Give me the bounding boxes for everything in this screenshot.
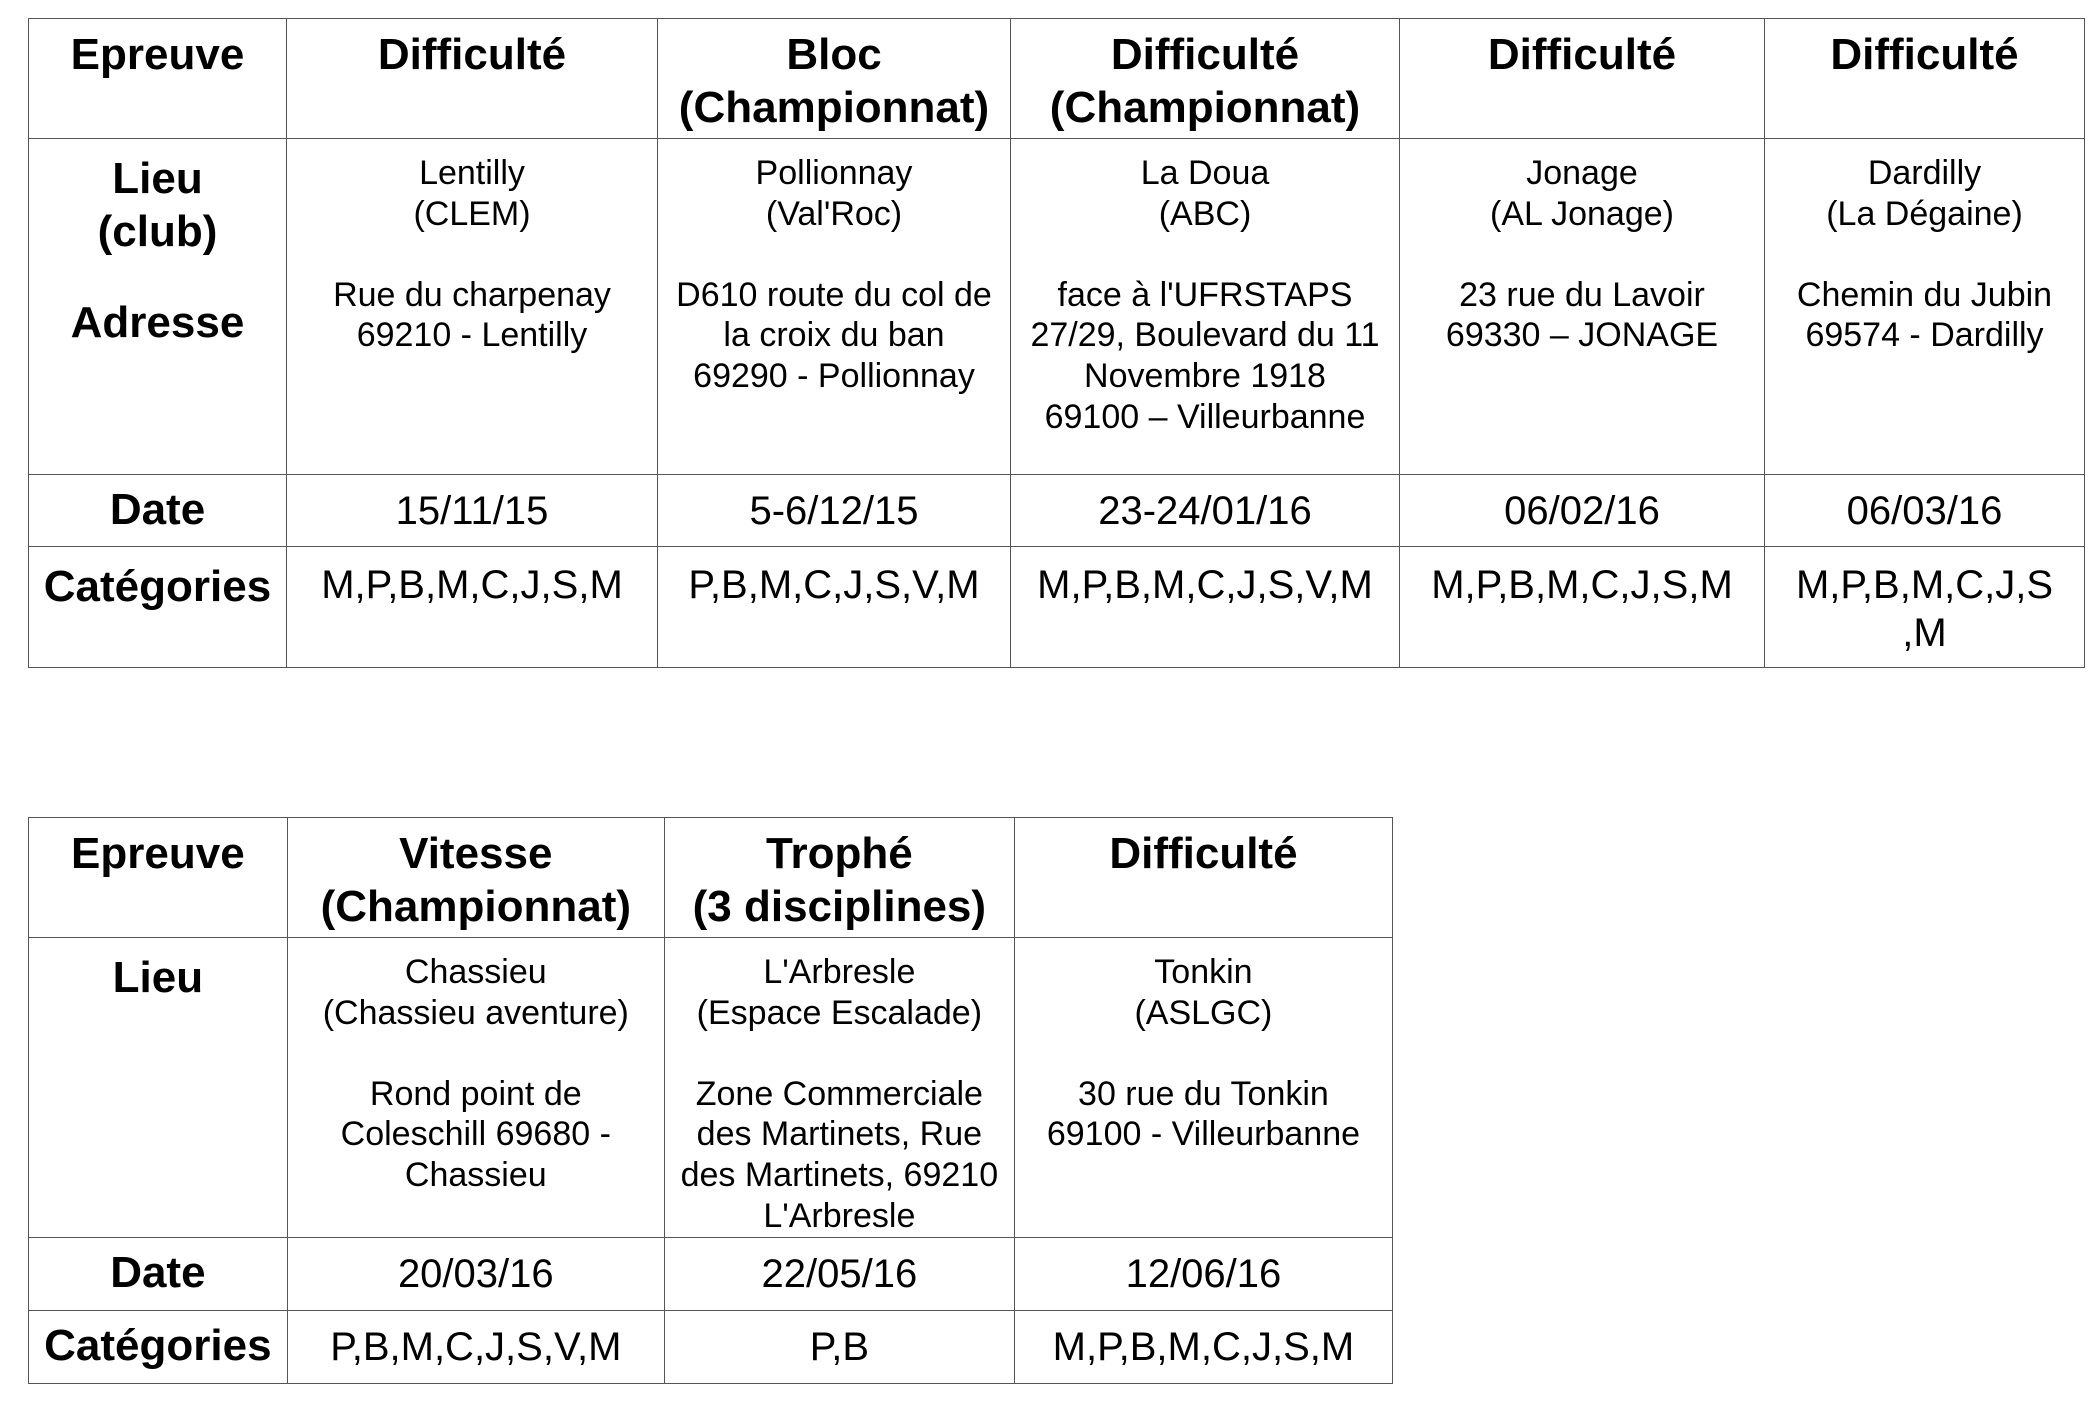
address [1765, 275, 2084, 357]
schedule-table-2 [28, 817, 1393, 1384]
categories-label: Catégories [29, 1310, 288, 1383]
address-line: la croix du ban [723, 316, 945, 355]
date-cell: 15/11/15 [287, 475, 658, 547]
lieu-cell [658, 139, 1011, 475]
epreuve-line: Vitesse [399, 829, 553, 878]
date-cell: 23-24/01/16 [1011, 475, 1400, 547]
epreuve-line: (Championnat) [678, 82, 990, 132]
lieu-cell [1011, 139, 1400, 475]
venue-name: L'Arbresle [763, 953, 916, 991]
address [288, 1074, 664, 1196]
club-name: (ASLGC) [1134, 993, 1273, 1032]
date-row [29, 1237, 1393, 1310]
address-line: Chemin du Jubin [1796, 275, 2053, 314]
address-line: des Martinets, 69210 [680, 1156, 999, 1195]
lieu-row [29, 938, 1393, 1238]
epreuve-label: Epreuve [29, 19, 287, 139]
adresse-label: Adresse [70, 297, 245, 347]
epreuve-line: Difficulté [1109, 829, 1298, 878]
club-name: (ABC) [1158, 194, 1252, 233]
categories-line: P,B,M,C,J,S,V,M [688, 563, 980, 607]
categories-cell [1011, 547, 1400, 668]
epreuve-line: (3 disciplines) [692, 881, 987, 931]
epreuve-row [29, 19, 2085, 139]
epreuve-cell [1765, 19, 2085, 139]
address-line: Rond point de [369, 1074, 582, 1113]
address-line: face à l'UFRSTAPS [1057, 275, 1353, 314]
venue-name: Chassieu [404, 953, 547, 991]
epreuve-line: Difficulté [377, 30, 567, 79]
epreuve-cell [287, 19, 658, 139]
venue-name: Dardilly [1867, 154, 1982, 192]
venue-name: Tonkin [1154, 953, 1253, 991]
categories-line: M,P,B,M,C,J,S,M [321, 563, 623, 607]
club-name: (Chassieu aventure) [322, 993, 629, 1032]
venue-name: La Doua [1140, 154, 1270, 192]
categories-cell [1765, 547, 2085, 668]
venue-name: Jonage [1526, 154, 1638, 192]
epreuve-row [29, 818, 1393, 938]
address-line: des Martinets, Rue [696, 1115, 983, 1154]
venue-name: Pollionnay [755, 154, 913, 192]
address-line: Zone Commerciale [695, 1074, 983, 1113]
categories-label-text: Catégories [43, 562, 272, 611]
epreuve-line: (Championnat) [320, 881, 631, 931]
address [1011, 275, 1399, 438]
date-row [29, 475, 2085, 547]
address-line: Novembre 1918 [1084, 357, 1326, 396]
epreuve-line: Difficulté [1110, 30, 1300, 79]
address-line: L'Arbresle [763, 1196, 916, 1235]
lieu-cell [287, 139, 658, 475]
categories-line: M,P,B,M,C,J,S [1795, 563, 2054, 607]
address [287, 275, 657, 357]
epreuve-cell [1014, 818, 1392, 938]
categories-cell: M,P,B,M,C,J,S,M [1014, 1310, 1392, 1383]
epreuve-cell [658, 19, 1011, 139]
categories-line: M,P,B,M,C,J,S,M [1431, 563, 1733, 607]
club-name: (Espace Escalade) [696, 993, 983, 1032]
lieu-cell [1400, 139, 1765, 475]
epreuve-cell [1011, 19, 1400, 139]
lieu-label-line: Lieu [112, 953, 204, 1002]
address-line: 27/29, Boulevard du 11 [1030, 316, 1380, 355]
address-line: Rue du charpenay [333, 275, 611, 314]
address [1015, 1074, 1392, 1156]
date-label: Date [29, 1237, 288, 1310]
date-cell: 22/05/16 [664, 1237, 1014, 1310]
lieu-cell [1014, 938, 1392, 1238]
address-line: 69290 - Pollionnay [693, 357, 975, 396]
address [1400, 275, 1764, 357]
date-cell: 06/03/16 [1765, 475, 2085, 547]
date-cell: 20/03/16 [287, 1237, 664, 1310]
epreuve-line: (Championnat) [1049, 82, 1361, 132]
epreuve-line: Bloc [786, 30, 882, 79]
date-cell: 06/02/16 [1400, 475, 1765, 547]
lieu-cell [287, 938, 664, 1238]
club-name: (CLEM) [413, 194, 531, 233]
lieu-label [29, 139, 287, 475]
categories-row [29, 547, 2085, 668]
categories-cell [658, 547, 1011, 668]
lieu-cell [664, 938, 1014, 1238]
address [665, 1074, 1014, 1237]
address-line: 69100 – Villeurbanne [1044, 397, 1366, 436]
lieu-label [29, 938, 288, 1238]
address-line: 30 rue du Tonkin [1078, 1074, 1329, 1113]
categories-cell [1400, 547, 1765, 668]
club-label-line: (club) [97, 206, 218, 256]
categories-label [29, 547, 287, 668]
address-line: Chassieu [404, 1156, 547, 1195]
categories-cell: P,B,M,C,J,S,V,M [287, 1310, 664, 1383]
epreuve-cell [664, 818, 1014, 938]
club-name: (Val'Roc) [765, 194, 903, 233]
address-line: 69210 - Lentilly [356, 316, 588, 355]
categories-cell: P,B [664, 1310, 1014, 1383]
address-line: 69330 – JONAGE [1445, 316, 1719, 355]
epreuve-cell [1400, 19, 1765, 139]
categories-row [29, 1310, 1393, 1383]
club-name: (La Dégaine) [1826, 194, 2023, 233]
categories-line: M,P,B,M,C,J,S,V,M [1037, 563, 1373, 607]
address-line: D610 route du col de [676, 275, 992, 314]
schedule-table-1 [28, 18, 2085, 668]
lieu-cell [1765, 139, 2085, 475]
epreuve-line: Difficulté [1487, 30, 1677, 79]
epreuve-cell [287, 818, 664, 938]
lieu-label-line: Lieu [112, 154, 203, 203]
epreuve-line: Trophé [766, 829, 913, 878]
date-cell: 5-6/12/15 [658, 475, 1011, 547]
date-cell: 12/06/16 [1014, 1237, 1392, 1310]
date-label: Date [29, 475, 287, 547]
lieu-row [29, 139, 2085, 475]
categories-line: ,M [1902, 611, 1947, 655]
address-line: 69100 - Villeurbanne [1046, 1115, 1361, 1154]
venue-name: Lentilly [419, 154, 525, 192]
categories-cell [287, 547, 658, 668]
club-name: (AL Jonage) [1490, 194, 1674, 233]
address-line: 23 rue du Lavoir [1459, 275, 1705, 314]
address [658, 275, 1010, 397]
address-line: Coleschill 69680 - [340, 1115, 611, 1154]
epreuve-label: Epreuve [29, 818, 288, 938]
address-line: 69574 - Dardilly [1805, 316, 2044, 355]
epreuve-line: Difficulté [1830, 30, 2019, 79]
